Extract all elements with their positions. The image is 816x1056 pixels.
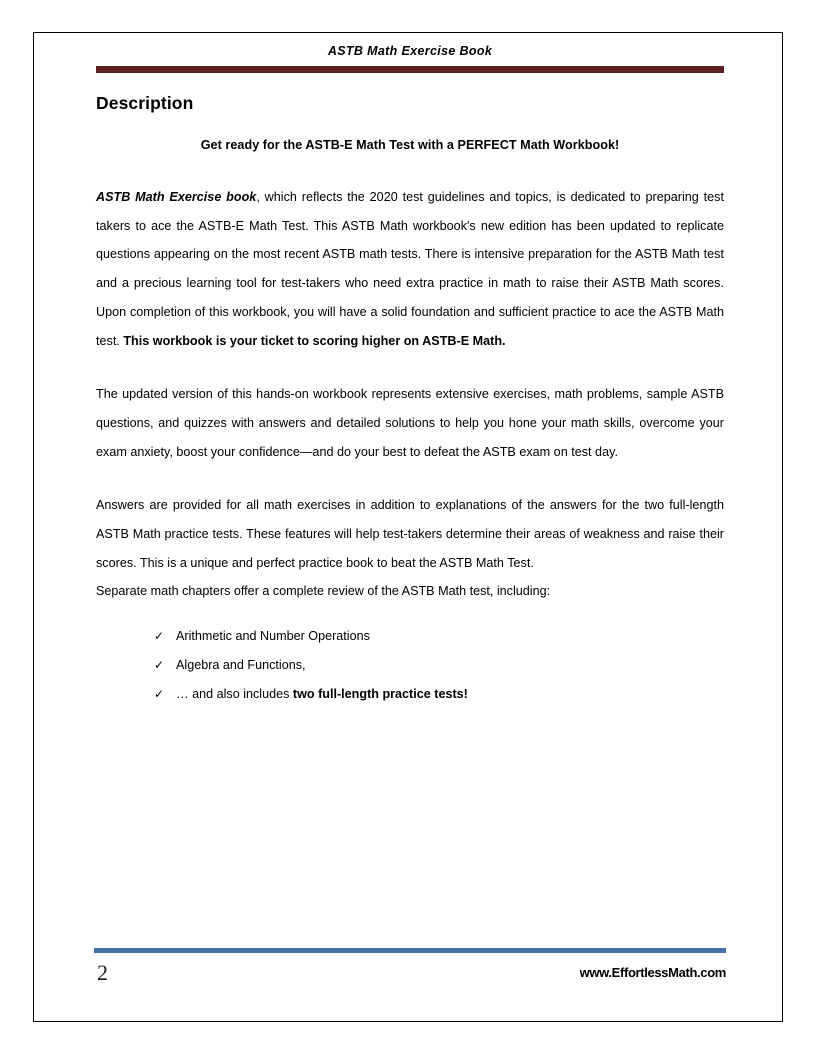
page-number: 2 [97,960,108,985]
paragraph-3: Answers are provided for all math exercises in addition to explanations of the answers for the two full-length ASTB Math practice tests. These features will help test-takers determine their areas of weakness and raise their scores. This is a unique and perfect practice book to beat the ASTB Math Test. [96,498,724,570]
list-item [96,622,724,651]
page-footer [94,956,726,996]
footer-website-url: www.EffortlessMath.com [579,965,726,980]
page-frame [33,32,783,1022]
paragraph-1 [96,183,724,355]
running-header [96,43,724,59]
promo-subtitle: Get ready for the ASTB-E Math Test with a PERFECT Math Workbook! [200,138,620,152]
list-item [96,651,724,680]
header-title: ASTB Math Exercise Book [327,44,493,58]
check-icon: ✓ [154,658,165,673]
header-divider-rule [96,66,724,73]
checklist-intro: Separate math chapters offer a complete review of the ASTB Math test, including: [96,584,551,599]
paragraph-1-text: , which reflects the 2020 test guidelines and topics, is dedicated to preparing test takers to ace the ASTB-E Math Test. This ASTB Math workbook's new edition has been updated to replicate questions appearing on the most recent ASTB math tests. There is intensive preparation for the ASTB Math test and a precious learning tool for test-takers who need extra practice in math to raise their ASTB Math scores. Upon completion of this workbook, you will have a solid foundation and sufficient practice to ace the ASTB Math test. [96,190,724,348]
list-item-label: … and also includes [176,687,293,702]
book-title-emphasis: ASTB Math Exercise book [96,190,257,204]
list-item [96,680,724,709]
list-item-label-bold: two full-length practice tests! [292,687,468,702]
check-icon: ✓ [154,687,165,702]
list-item-label: Arithmetic and Number Operations [176,629,370,644]
document-body [96,91,724,709]
footer-divider-rule [94,948,726,953]
paragraph-2: The updated version of this hands-on workbook represents extensive exercises, math problems, sample ASTB questions, and quizzes with answers and detailed solutions to help you hone your math skills, overcome your exam anxiety, boost your confidence—and do your best to defeat the ASTB exam on test day. [96,387,724,459]
page-inner [34,33,782,1021]
check-icon: ✓ [154,629,165,644]
list-item-label: Algebra and Functions, [176,658,306,673]
chapter-checklist [96,622,724,709]
page-title: Description [96,93,194,113]
paragraph-1-bold-tail: This workbook is your ticket to scoring higher on ASTB-E Math. [123,333,506,348]
